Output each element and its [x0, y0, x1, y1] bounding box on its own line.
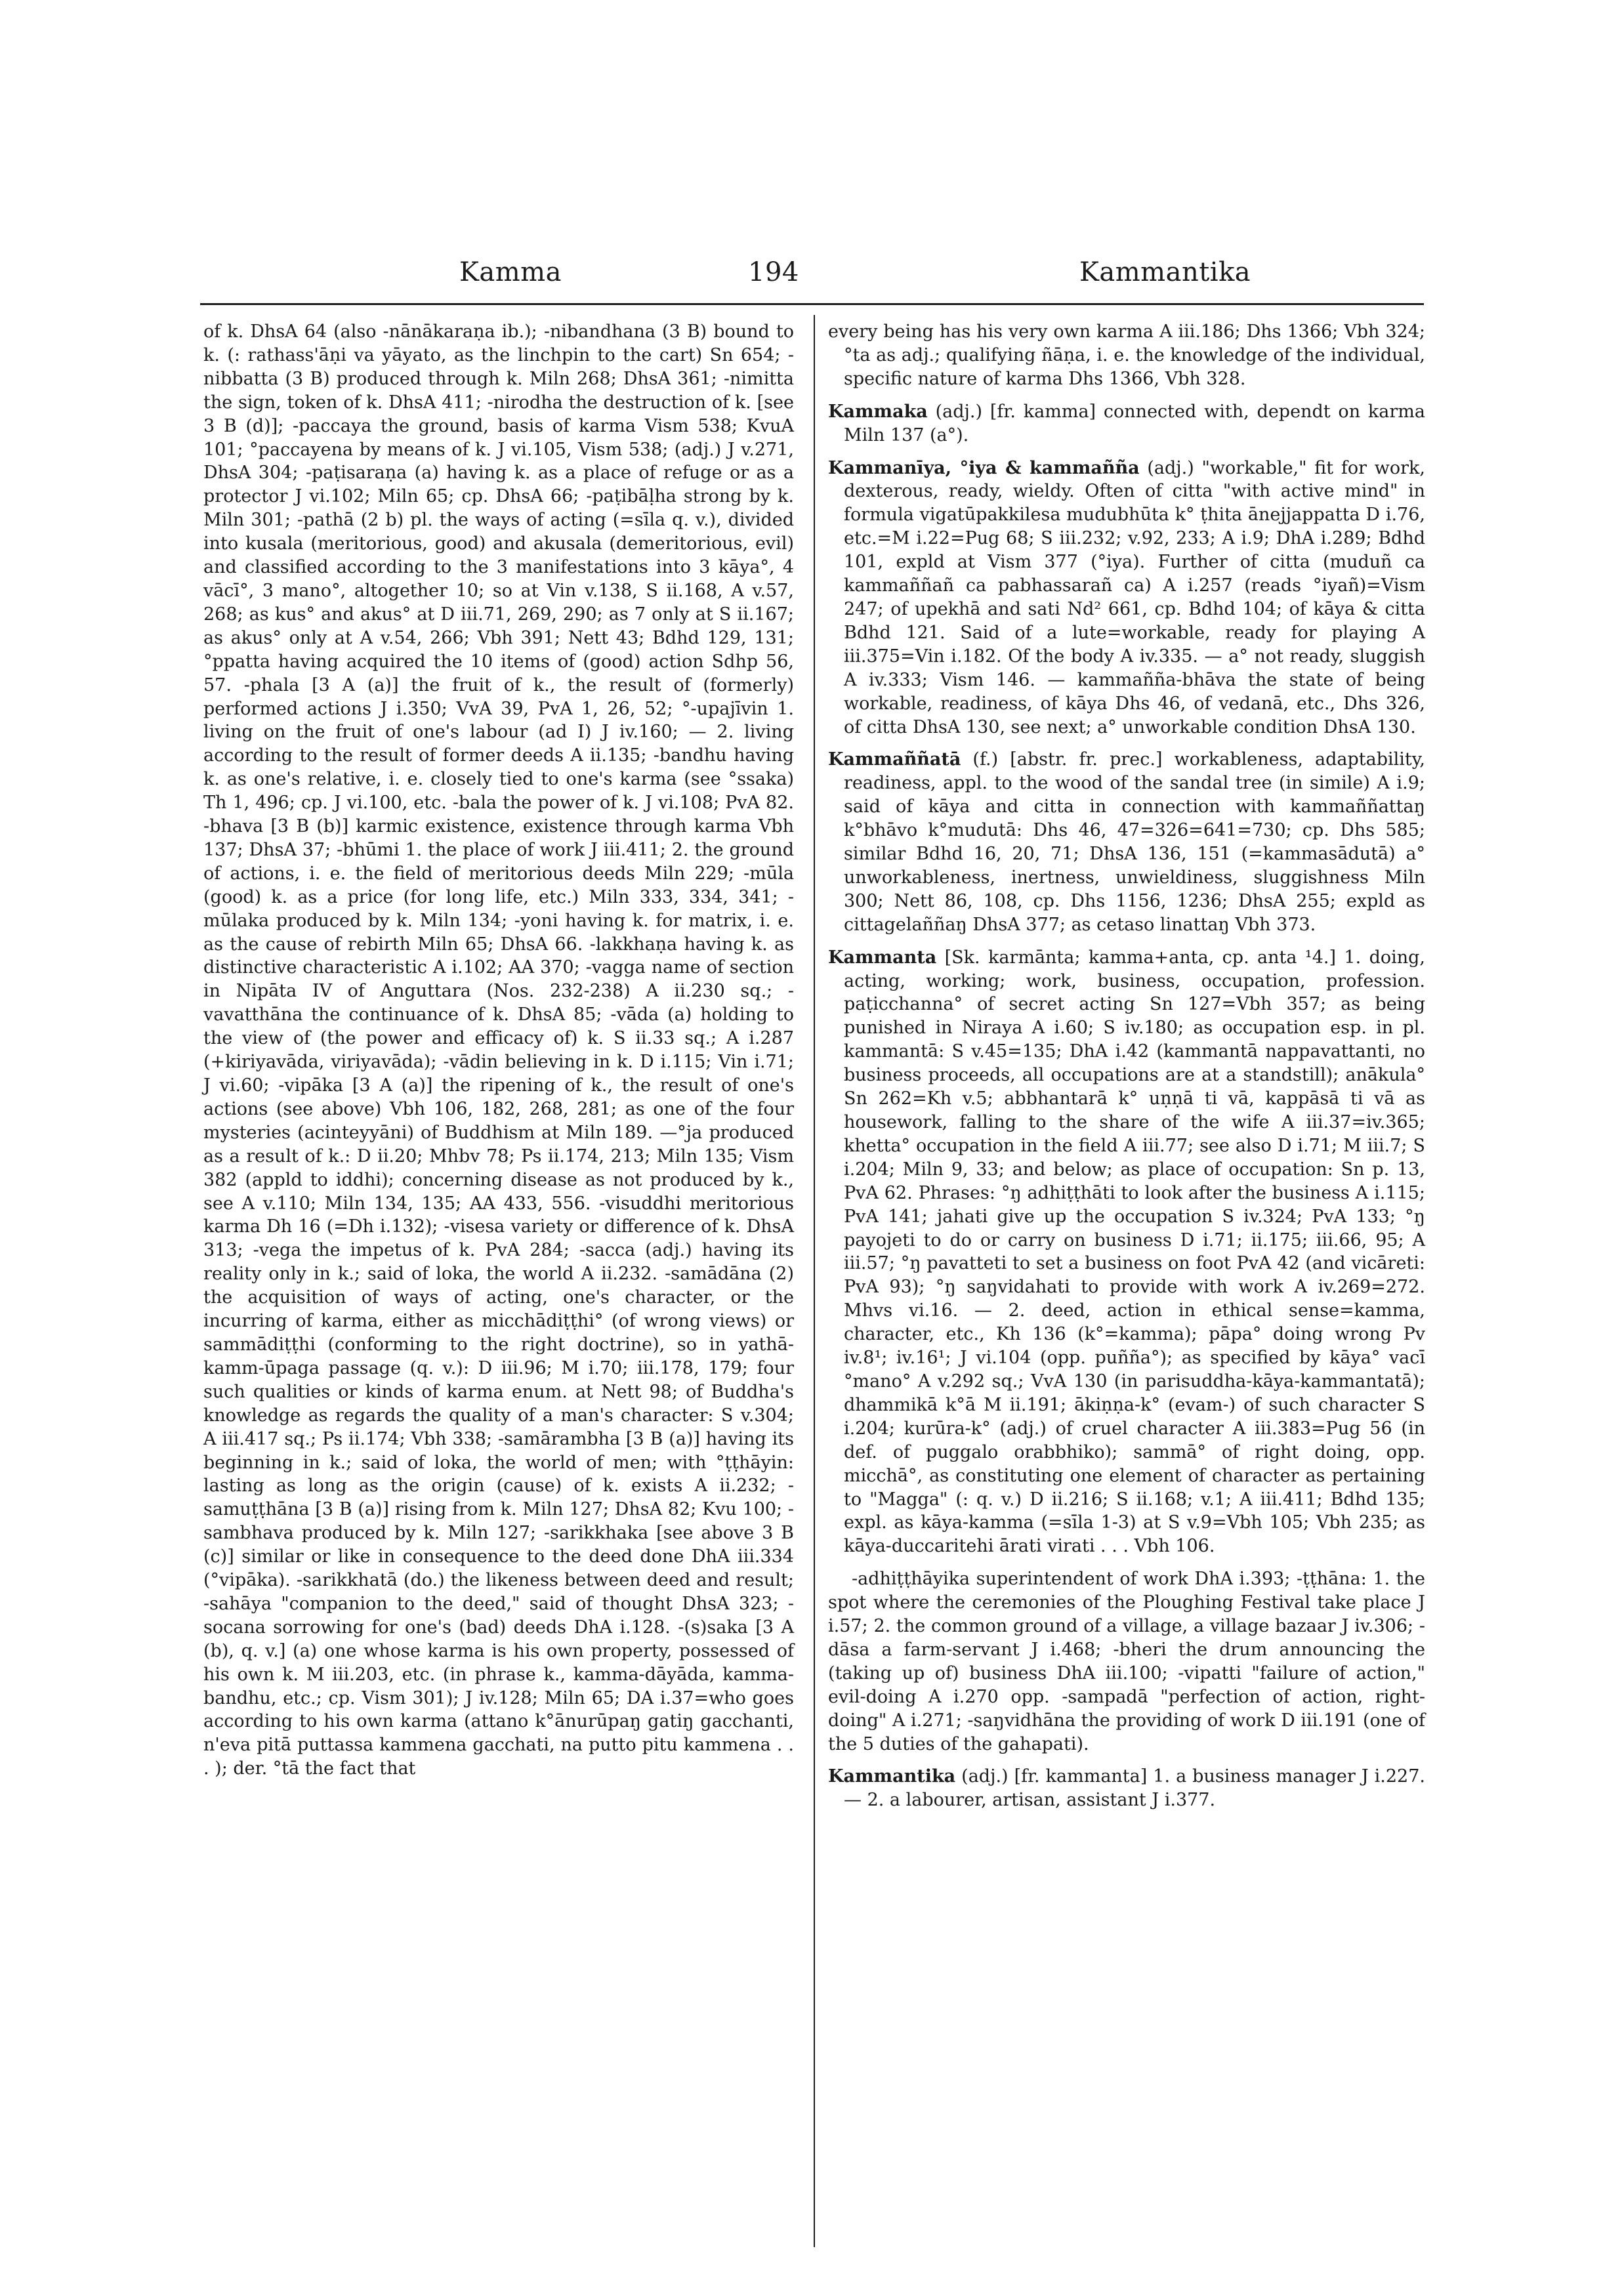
entry-body: (adj.) [fr. kamma] connected with, dependt on karma Miln 137 (a°). — [844, 401, 1425, 445]
right-column — [828, 320, 1425, 1821]
left-column — [203, 320, 794, 1781]
continuation-paragraph — [828, 320, 1425, 391]
column-divider — [814, 315, 815, 2247]
header-right-word: Kammantika — [1079, 257, 1251, 287]
entry-body: [Sk. karmānta; kamma+anta, cp. anta ¹4.] 1. doing, acting, working; work, business, occupation, profession. paṭicchanna° of secret acting Sn 127=Vbh 357; as being punished in Niraya A i.60; S iv.180; as occupation esp. in pl. kammantā: S v.45=135; DhA i.42 (kammantā nappavattanti, no business proceeds, all occupations are at a standstill); anākula° Sn 262=Kh v.5; abbhantarā k° uṇṇā ti vā, kappāsā ti vā as housework, falling to the share of the wife A iii.37=iv.365; khetta° occupation in the field A iii.77; see also D i.71; M iii.7; S i.204; Miln 9, 33; and below; as place of occupation: Sn p. 13, PvA 62. Phrases: °ŋ adhiṭṭhāti to look after the business A i.115; PvA 141; jahati give up the occupation S iv.324; PvA 133; °ŋ payojeti to do or carry on business D i.71; ii.175; iii.66, 95; A iii.57; °ŋ pavatteti to set a business on foot PvA 42 (and vicāreti: PvA 93); °ŋ saŋvidahati to provide with work A iv.269=272. Mhvs vi.16. — 2. deed, action in ethical sense=kamma, character, etc., Kh 136 (k°=kamma); pāpa° doing wrong Pv iv.8¹; iv.16¹; J vi.104 (opp. puñña°); as specified by kāya° vacī °mano° A v.292 sq.; VvA 130 (in parisuddha-kāya-kammantatā); dhammikā k°ā M ii.191; ākiṇṇa-k° (evam-) of such character S i.204; kurūra-k° (adj.) of cruel character A iii.383=Pug 56 (in def. of puggalo orabbhiko); sammā° of right doing, opp. micchā°, as constituting one element of character as pertaining to "Magga" (: q. v.) D ii.216; S ii.168; v.1; A iii.411; Bdhd 135; expl. as kāya-kamma (=sīla 1-3) at S v.9=Vbh 105; Vbh 235; as kāya-duccaritehi ārati virati . . . Vbh 106. — [844, 947, 1425, 1557]
entry-kammannata — [828, 748, 1425, 936]
header-left-word: Kamma — [459, 257, 562, 287]
entry-kammaniya — [828, 457, 1425, 739]
page-number: 194 — [748, 257, 799, 287]
page-header — [0, 257, 1624, 297]
entry-body: (adj.) "workable," fit for work, dexterous, ready, wieldy. Often of citta "with active mind" in formula vigatūpakkilesa mudubhūta k° ṭhita ānejjappatta D i.76, etc.=M i.22=Pug 68; S iii.232; v.92, 233; A i.9; DhA i.289; Bdhd 101, expld at Vism 377 (°iya). Further of citta (muduñ ca kammaññañ ca pabhassarañ ca) A i.257 (reads °iyañ)=Vism 247; of upekhā and sati Nd² 661, cp. Bdhd 104; of kāya & citta Bdhd 121. Said of a lute=workable, ready for playing A iii.375=Vin i.182. Of the body A iv.335. — a° not ready, sluggish A iv.333; Vism 146. — kammañña-bhāva the state of being workable, readiness, of kāya Dhs 46, of vedanā, etc., Dhs 326, of citta DhsA 130, see next; a° unworkable condition DhsA 130. — [844, 457, 1425, 737]
entry-headword: Kammanīya, °iya & kammañña — [828, 457, 1140, 478]
entry-headword: Kammaka — [828, 401, 928, 422]
entry-kammanta — [828, 946, 1425, 1559]
entry-headword: Kammaññatā — [828, 749, 961, 770]
entry-kammantika — [828, 1765, 1425, 1812]
entry-headword: Kammanta — [828, 947, 937, 968]
kammanta-compounds: -adhiṭṭhāyika superintendent of work DhA i.393; -ṭṭhāna: 1. the spot where the ceremonies of the Ploughing Festival take place J i.57; 2. the common ground of a village, a village bazaar J iv.306; -dāsa a farm-servant J i.468; -bheri the drum announcing the (taking up of) business DhA iii.100; -vipatti "failure of action," evil-doing A i.270 opp. -sampadā "perfection of action, right-doing" A i.271; -saŋvidhāna the providing of work D iii.191 (one of the 5 duties of the gahapati). — [828, 1569, 1425, 1754]
entry-kammaka — [828, 400, 1425, 447]
left-column-text: of k. DhsA 64 (also -nānākaraṇa ib.); -nibandhana (3 B) bound to k. (: rathass'āṇi va yāyato, as the linchpin to the cart) Sn 654; -nibbatta (3 B) produced through k. Miln 268; DhsA 361; -nimitta the sign, token of k. DhsA 411; -nirodha the destruction of k. [see 3 B (d)]; -paccaya the ground, basis of karma Vism 538; KvuA 101; °paccayena by means of k. J vi.105, Vism 538; (adj.) J v.271, DhsA 304; -paṭisaraṇa (a) having k. as a place of refuge or as a protector J vi.102; Miln 65; cp. DhsA 66; -paṭibāḷha strong by k. Miln 301; -pathā (2 b) pl. the ways of acting (=sīla q. v.), divided into kusala (meritorious, good) and akusala (demeritorious, evil) and classified according to the 3 manifestations into 3 kāya°, 4 vācī°, 3 mano°, altogether 10; so at Vin v.138, S ii.168, A v.57, 268; as kus° and akus° at D iii.71, 269, 290; as 7 only at S ii.167; as akus° only at A v.54, 266; Vbh 391; Nett 43; Bdhd 129, 131; °ppatta having acquired the 10 items of (good) action Sdhp 56, 57. -phala [3 A (a)] the fruit of k., the result of (formerly) performed actions J i.350; VvA 39, PvA 1, 26, 52; °-upajīvin 1. living on the fruit of one's labour (ad I) J iv.160; — 2. living according to the result of former deeds A ii.135; -bandhu having k. as one's relative, i. e. closely tied to one's karma (see °ssaka) Th 1, 496; cp. J vi.100, etc. -bala the power of k. J vi.108; PvA 82. -bhava [3 B (b)] karmic existence, existence through karma Vbh 137; DhsA 37; -bhūmi 1. the place of work J iii.411; 2. the ground of actions, i. e. the field of meritorious deeds Miln 229; -mūla (good) k. as a price (for long life, etc.) Miln 333, 334, 341; -mūlaka produced by k. Miln 134; -yoni having k. for matrix, i. e. as the cause of rebirth Miln 65; DhsA 66. -lakkhaṇa having k. as distinctive characteristic A i.102; AA 370; -vagga name of section in Nipāta IV of Anguttara (Nos. 232-238) A ii.230 sq.; -vavatthāna the continuance of k. DhsA 85; -vāda (a) holding to the view of (the power and efficacy of) k. S ii.33 sq.; A i.287 (+kiriyavāda, viriyavāda); -vādin believing in k. D i.115; Vin i.71; J vi.60; -vipāka [3 A (a)] the ripening of k., the result of one's actions (see above) Vbh 106, 182, 268, 281; as one of the four mysteries (acinteyyāni) of Buddhism at Miln 189. —°ja produced as a result of k.: D ii.20; Mhbv 78; Ps ii.174, 213; Miln 135; Vism 382 (appld to iddhi); concerning disease as not produced by k., see A v.110; Miln 134, 135; AA 433, 556. -visuddhi meritorious karma Dh 16 (=Dh i.132); -visesa variety or difference of k. DhsA 313; -vega the impetus of k. PvA 284; -sacca (adj.) having its reality only in k.; said of loka, the world A ii.232. -samādāna (2) the acquisition of ways of acting, one's character, or the incurring of karma, either as micchādiṭṭhi° (of wrong views) or sammādiṭṭhi (conforming to the right doctrine), so in yathā-kamm-ūpaga passage (q. v.): D iii.96; M i.70; iii.178, 179; four such qualities or kinds of karma enum. at Nett 98; of Buddha's knowledge as regards the quality of a man's character: S v.304; A iii.417 sq.; Ps ii.174; Vbh 338; -samārambha [3 B (a)] having its beginning in k.; said of loka, the world of men; with °ṭṭhāyin: lasting as long as the origin (cause) of k. exists A ii.232; -samuṭṭhāna [3 B (a)] rising from k. Miln 127; DhsA 82; Kvu 100; -sambhava produced by k. Miln 127; -sarikkhaka [see above 3 B (c)] similar or like in consequence to the deed done DhA iii.334 (°vipāka). -sarikkhatā (do.) the likeness between deed and result; -sahāya "companion to the deed," said of thought DhsA 323; -socana sorrowing for one's (bad) deeds DhA i.128. -(s)saka [3 A (b), q. v.] (a) one whose karma is his own property, possessed of his own k. M iii.203, etc. (in phrase k., kamma-dāyāda, kamma-bandhu, etc.; cp. Vism 301); J iv.128; Miln 65; DA i.37=who goes according to his own karma (attano k°ānurūpaŋ gatiŋ gacchanti, n'eva pitā puttassa kammena gacchati, na putto pitu kammena . . . ); der. °tā the fact that — [203, 321, 794, 1779]
entry-body: (adj.) [fr. kammanta] 1. a business manager J i.227. — 2. a labourer, artisan, assistant J i.377. — [844, 1766, 1425, 1811]
entry-headword: Kammantika — [828, 1766, 956, 1787]
entry-body: (f.) [abstr. fr. prec.] workableness, adaptability, readiness, appl. to the wood of the sandal tree (in simile) A i.9; said of kāya and citta in connection with kammaññattaŋ k°bhāvo k°mudutā: Dhs 46, 47=326=641=730; cp. Dhs 585; similar Bdhd 16, 20, 71; DhsA 136, 151 (=kammasādutā) a° unworkableness, inertness, unwieldiness, sluggishness Miln 300; Nett 86, 108, cp. Dhs 1156, 1236; DhsA 255; expld as cittagelaññaŋ DhsA 377; as cetaso linattaŋ Vbh 373. — [844, 749, 1425, 935]
header-rule — [200, 303, 1424, 305]
continuation-text: every being has his very own karma A iii.186; Dhs 1366; Vbh 324; °ta as adj.; qualifying ñāṇa, i. e. the knowledge of the individual, specific nature of karma Dhs 1366, Vbh 328. — [828, 321, 1425, 389]
